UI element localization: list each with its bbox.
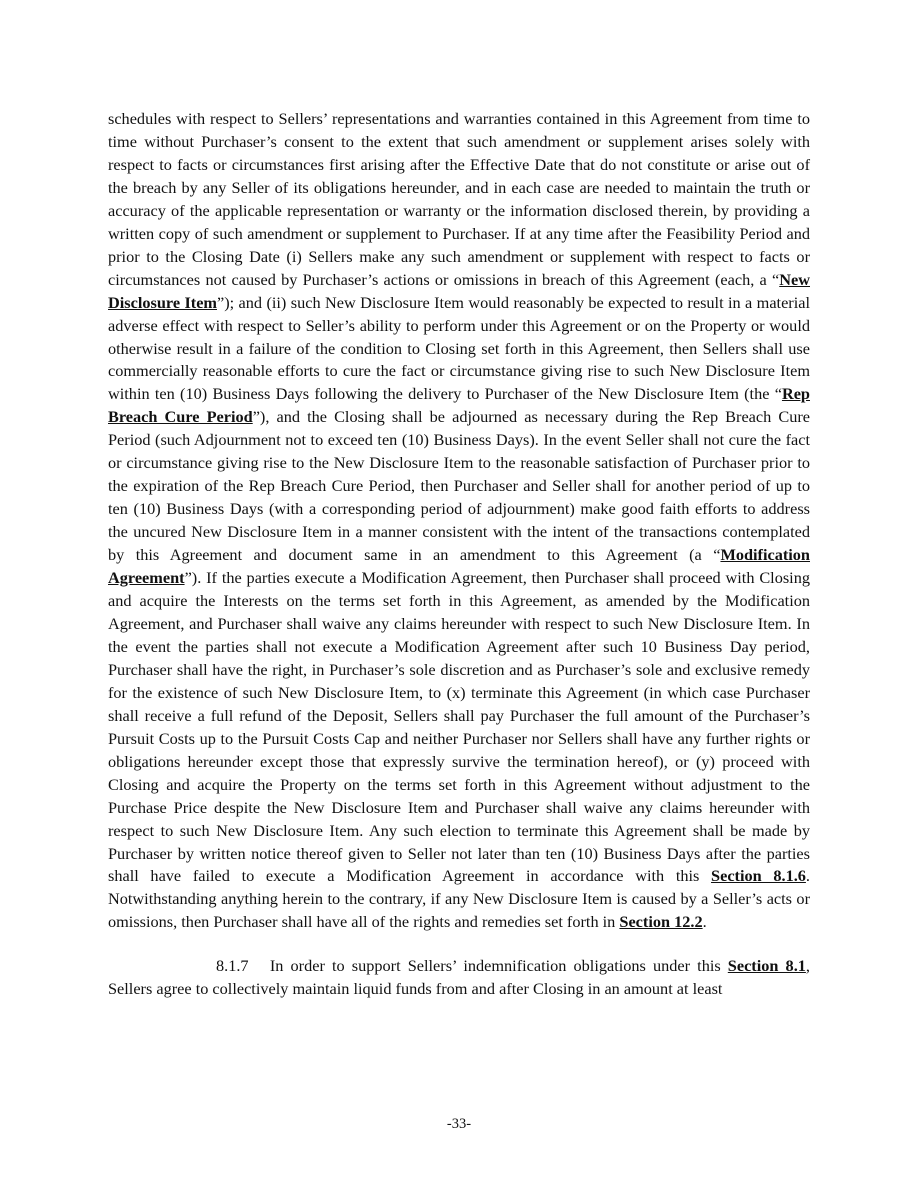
section-reference: Section 8.1 — [727, 956, 806, 976]
paragraph — [108, 955, 810, 1001]
paragraph-text: , Sellers agree to collectively maintain liquid funds from and after Closing in an amount at least — [108, 956, 810, 999]
paragraph-text: . Notwithstanding anything herein to the contrary, if any New Disclosure Item is caused by a Seller’s acts or omissions, then Purchaser shall have all of the rights and remedies set forth in — [108, 866, 810, 932]
paragraph-text: ”). If the parties execute a Modification Agreement, then Purchaser shall proceed with Closing and acquire the Interests on the terms set forth in this Agreement, as amended by the Modification Agreement, and Purchaser shall waive any claims hereunder with respect to such New Disclosure Item. In the event the parties shall not execute a Modification Agreement after such 10 Business Day period, Purchaser shall have the right, in Purchaser’s sole discretion and as Purchaser’s sole and exclusive remedy for the existence of such New Disclosure Item, to (x) terminate this Agreement (in which case Purchaser shall receive a full refund of the Deposit, Sellers shall pay Purchaser the full amount of the Purchaser’s Pursuit Costs up to the Pursuit Costs Cap and neither Purchaser nor Sellers shall have any further rights or obligations hereunder except those that expressly survive the termination hereof), or (y) proceed with Closing and acquire the Property on the terms set forth in this Agreement without adjustment to the Purchase Price despite the New Disclosure Item and Purchaser shall waive any claims hereunder with respect to such New Disclosure Item. Any such election to terminate this Agreement shall be made by Purchaser by written notice thereof given to Seller not later than ten (10) Business Days after the parties shall have failed to execute a Modification Agreement in accordance with this — [108, 568, 810, 886]
paragraph — [108, 108, 810, 934]
section-reference: Section 12.2 — [619, 912, 703, 932]
paragraph-text: . — [702, 912, 707, 932]
paragraph-text: 8.1.7 In order to support Sellers’ indemnification obligations under this — [216, 956, 728, 976]
paragraph-text: ”); and (ii) such New Disclosure Item would reasonably be expected to result in a material adverse effect with respect to Seller’s ability to perform under this Agreement or on the Property or would otherwise result in a failure of the condition to Closing set forth in this Agreement, then Sellers shall use commercially reasonable efforts to cure the fact or circumstance giving rise to such New Disclosure Item within ten (10) Business Days following the delivery to Purchaser of the New Disclosure Item (the “ — [108, 292, 810, 404]
section-reference: Section 8.1.6 — [711, 866, 806, 886]
defined-term: Rep Breach Cure Period — [108, 384, 810, 427]
defined-term: New Disclosure Item — [108, 269, 810, 312]
paragraph-text: schedules with respect to Sellers’ representations and warranties contained in this Agreement from time to time without Purchaser’s consent to the extent that such amendment or supplement arises solely with respect to facts or circumstances first arising after the Effective Date that do not constitute or arise out of the breach by any Seller of its obligations hereunder, and in each case are needed to maintain the truth or accuracy of the applicable representation or warranty or the information disclosed therein, by providing a written copy of such amendment or supplement to Purchaser. If at any time after the Feasibility Period and prior to the Closing Date (i) Sellers make any such amendment or supplement with respect to facts or circumstances not caused by Purchaser’s actions or omissions in breach of this Agreement (each, a “ — [108, 109, 810, 289]
page-number: -33- — [446, 1116, 472, 1132]
paragraph-text: ”), and the Closing shall be adjourned as necessary during the Rep Breach Cure Period (such Adjournment not to exceed ten (10) Business Days). In the event Seller shall not cure the fact or circumstance giving rise to the New Disclosure Item to the reasonable satisfaction of Purchaser prior to the expiration of the Rep Breach Cure Period, then Purchaser and Seller shall for another period of up to ten (10) Business Days (with a corresponding period of adjournment) make good faith efforts to address the uncured New Disclosure Item in a manner consistent with the intent of the transactions contemplated by this Agreement and document same in an amendment to this Agreement (a “ — [108, 407, 810, 565]
document-body — [108, 108, 810, 1001]
defined-term: Modification Agreement — [108, 545, 810, 588]
